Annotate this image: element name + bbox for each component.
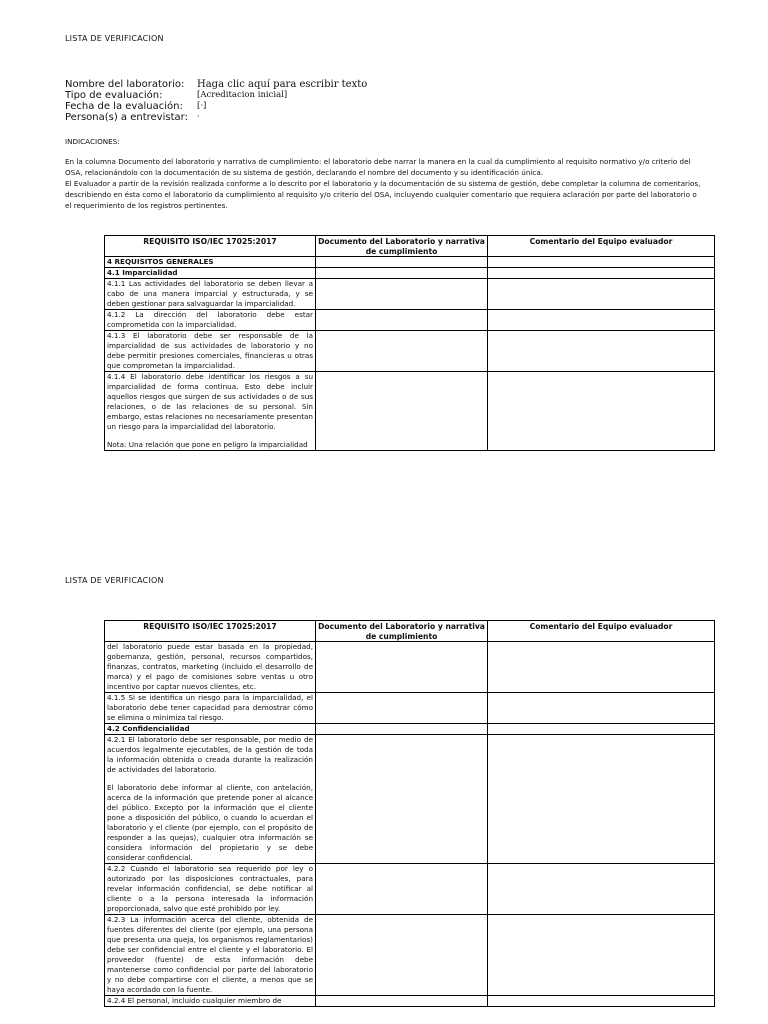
requirement-text: 4.1.3 El laboratorio debe ser responsable de la imparcialidad de sus actividades de laboratorio y no debe permitir presiones comerciales, financieras u otras que comprometan la imparcialidad. bbox=[105, 331, 316, 372]
interviewees-row bbox=[65, 112, 665, 123]
table-row bbox=[105, 257, 715, 268]
table-row bbox=[105, 693, 715, 724]
table-row bbox=[105, 915, 715, 996]
comment-cell[interactable] bbox=[488, 642, 715, 693]
table-header-row bbox=[105, 236, 715, 257]
indicaciones-line: describiendo en ésta como el laboratorio da cumplimiento al requisito y/o criterio del OSA, incluyendo cualquier comentario que requiera aclaración por parte del laboratorio o bbox=[65, 190, 697, 199]
requirement-cell bbox=[105, 735, 316, 864]
table-row bbox=[105, 735, 715, 864]
indicaciones-line: El Evaluador a partir de la revisión realizada conforme a lo descrito por el laboratorio y la documentación de su sistema de gestión, debe completar la columna de comentarios, bbox=[65, 179, 701, 188]
table-row bbox=[105, 268, 715, 279]
header-documento: Documento del Laboratorio y narrativa de cumplimiento bbox=[316, 236, 488, 257]
lab-name-row bbox=[65, 79, 665, 90]
indicaciones-line: el requerimiento de los registros pertinentes. bbox=[65, 201, 228, 210]
comment-cell[interactable] bbox=[488, 693, 715, 724]
eval-date-row bbox=[65, 101, 665, 112]
requirement-note: El laboratorio debe informar al cliente, con antelación, acerca de la información que pretende poner al alcance del público. Excepto por la información que el cliente pone a disposición del público, o cuando lo acuerdan el laboratorio y el cliente (por ejemplo, con el propósito de responder a las quejas), cualquier otra información se considera información del propietario y se debe considerar confidencial. bbox=[107, 783, 313, 862]
eval-date-field[interactable]: [·] bbox=[197, 101, 207, 111]
eval-type-label: Tipo de evaluación: bbox=[65, 90, 163, 101]
requirement-text: 4.2.4 El personal, incluido cualquier miembro de bbox=[105, 996, 316, 1007]
indicaciones-title: INDICACIONES: bbox=[65, 137, 120, 146]
doc-narrative-cell[interactable] bbox=[316, 642, 488, 693]
requirement-text: 4.1.1 Las actividades del laboratorio se deben llevar a cabo de una manera imparcial y estructurada, y se deben gestionar para salvaguardar la imparcialidad. bbox=[105, 279, 316, 310]
doc-narrative-cell[interactable] bbox=[316, 268, 488, 279]
requirement-note: Nota: Una relación que pone en peligro la imparcialidad bbox=[107, 440, 308, 449]
table-row bbox=[105, 724, 715, 735]
section-heading: 4 REQUISITOS GENERALES bbox=[105, 257, 316, 268]
header-comentario: Comentario del Equipo evaluador bbox=[488, 236, 715, 257]
indicaciones-line: En la columna Documento del laboratorio y narrativa de cumplimiento: el laboratorio debe narrar la manera en la cual da cumplimiento al requisito normativo y/o criterio del bbox=[65, 157, 691, 166]
requirement-text: 4.1.5 Si se identifica un riesgo para la imparcialidad, el laboratorio debe tener capacidad para demostrar cómo se elimina o minimiza tal riesgo. bbox=[105, 693, 316, 724]
comment-cell[interactable] bbox=[488, 372, 715, 451]
indicaciones-line: OSA, relacionándolo con la documentación de su sistema de gestión, declarando el nombre del documento y su identificación única. bbox=[65, 168, 544, 177]
header-requisito: REQUISITO ISO/IEC 17025:2017 bbox=[105, 236, 316, 257]
table-row bbox=[105, 331, 715, 372]
comment-cell[interactable] bbox=[488, 996, 715, 1007]
doc-narrative-cell[interactable] bbox=[316, 257, 488, 268]
comment-cell[interactable] bbox=[488, 279, 715, 310]
requirement-text: 4.1.4 El laboratorio debe identificar los riesgos a su imparcialidad de forma continua. Esto debe incluir aquellos riesgos que surgen de sus actividades o de sus relaciones, o de las relaciones de su personal. Sin embargo, estas relaciones no necesariamente presentan un riesgo para la imparcialidad del laboratorio. bbox=[107, 372, 313, 431]
lab-info-block bbox=[65, 79, 665, 123]
eval-type-row bbox=[65, 90, 665, 101]
doc-narrative-cell[interactable] bbox=[316, 996, 488, 1007]
comment-cell[interactable] bbox=[488, 331, 715, 372]
interviewees-field[interactable]: · bbox=[197, 112, 200, 122]
doc-title: LISTA DE VERIFICACION bbox=[65, 34, 164, 43]
table-row bbox=[105, 372, 715, 451]
requirement-text: 4.2.1 El laboratorio debe ser responsable, por medio de acuerdos legalmente ejecutables, de la gestión de toda la información obtenida o creada durante la realización de actividades del laboratorio. bbox=[107, 735, 313, 774]
requirement-text: 4.2.3 La información acerca del cliente, obtenida de fuentes diferentes del cliente (por ejemplo, una persona que presenta una queja, los organismos reglamentarios) debe ser confidencial entre el cliente y el laboratorio. El proveedor (fuente) de esta información debe mantenerse como confidencial por parte del laboratorio y no debe compartirse con el cliente, a menos que se haya acordado con la fuente. bbox=[105, 915, 316, 996]
table-row bbox=[105, 310, 715, 331]
table-row bbox=[105, 279, 715, 310]
comment-cell[interactable] bbox=[488, 864, 715, 915]
eval-date-label: Fecha de la evaluación: bbox=[65, 101, 183, 112]
doc-narrative-cell[interactable] bbox=[316, 735, 488, 864]
doc-narrative-cell[interactable] bbox=[316, 279, 488, 310]
header-requisito: REQUISITO ISO/IEC 17025:2017 bbox=[105, 621, 316, 642]
doc-narrative-cell[interactable] bbox=[316, 331, 488, 372]
lab-name-field[interactable]: Haga clic aquí para escribir texto bbox=[197, 79, 368, 90]
comment-cell[interactable] bbox=[488, 268, 715, 279]
requirement-cell bbox=[105, 372, 316, 451]
comment-cell[interactable] bbox=[488, 724, 715, 735]
doc-narrative-cell[interactable] bbox=[316, 724, 488, 735]
requirement-text: 4.1.2 La dirección del laboratorio debe estar comprometida con la imparcialidad. bbox=[105, 310, 316, 331]
table-row bbox=[105, 996, 715, 1007]
doc-narrative-cell[interactable] bbox=[316, 310, 488, 331]
requirement-text: del laboratorio puede estar basada en la propiedad, gobernanza, gestión, personal, recursos compartidos, finanzas, contratos, marketing (incluido el desarrollo de marca) y el pago de comisiones sobre ventas u otro incentivo por captar nuevos clientes, etc. bbox=[105, 642, 316, 693]
comment-cell[interactable] bbox=[488, 735, 715, 864]
table-row bbox=[105, 642, 715, 693]
requirements-table-page2 bbox=[104, 620, 715, 1007]
comment-cell[interactable] bbox=[488, 310, 715, 331]
comment-cell[interactable] bbox=[488, 915, 715, 996]
section-heading: 4.1 Imparcialidad bbox=[105, 268, 316, 279]
table-row bbox=[105, 864, 715, 915]
header-documento: Documento del Laboratorio y narrativa de cumplimiento bbox=[316, 621, 488, 642]
doc-narrative-cell[interactable] bbox=[316, 372, 488, 451]
requirements-table-page1 bbox=[104, 235, 715, 451]
lab-name-label: Nombre del laboratorio: bbox=[65, 79, 185, 90]
comment-cell[interactable] bbox=[488, 257, 715, 268]
doc-narrative-cell[interactable] bbox=[316, 864, 488, 915]
doc-narrative-cell[interactable] bbox=[316, 915, 488, 996]
interviewees-label: Persona(s) a entrevistar: bbox=[65, 112, 188, 123]
table-header-row bbox=[105, 621, 715, 642]
eval-type-field[interactable]: [Acreditacion inicial] bbox=[197, 90, 288, 100]
requirement-text: 4.2.2 Cuando el laboratorio sea requerido por ley o autorizado por las disposiciones contractuales, para revelar información confidencial, se debe notificar al cliente o a la persona interesada la información proporcionada, salvo que esté prohibido por ley. bbox=[105, 864, 316, 915]
header-comentario: Comentario del Equipo evaluador bbox=[488, 621, 715, 642]
doc-title: LISTA DE VERIFICACION bbox=[65, 576, 164, 585]
doc-narrative-cell[interactable] bbox=[316, 693, 488, 724]
section-heading: 4.2 Confidencialidad bbox=[105, 724, 316, 735]
indicaciones-block bbox=[65, 156, 715, 211]
